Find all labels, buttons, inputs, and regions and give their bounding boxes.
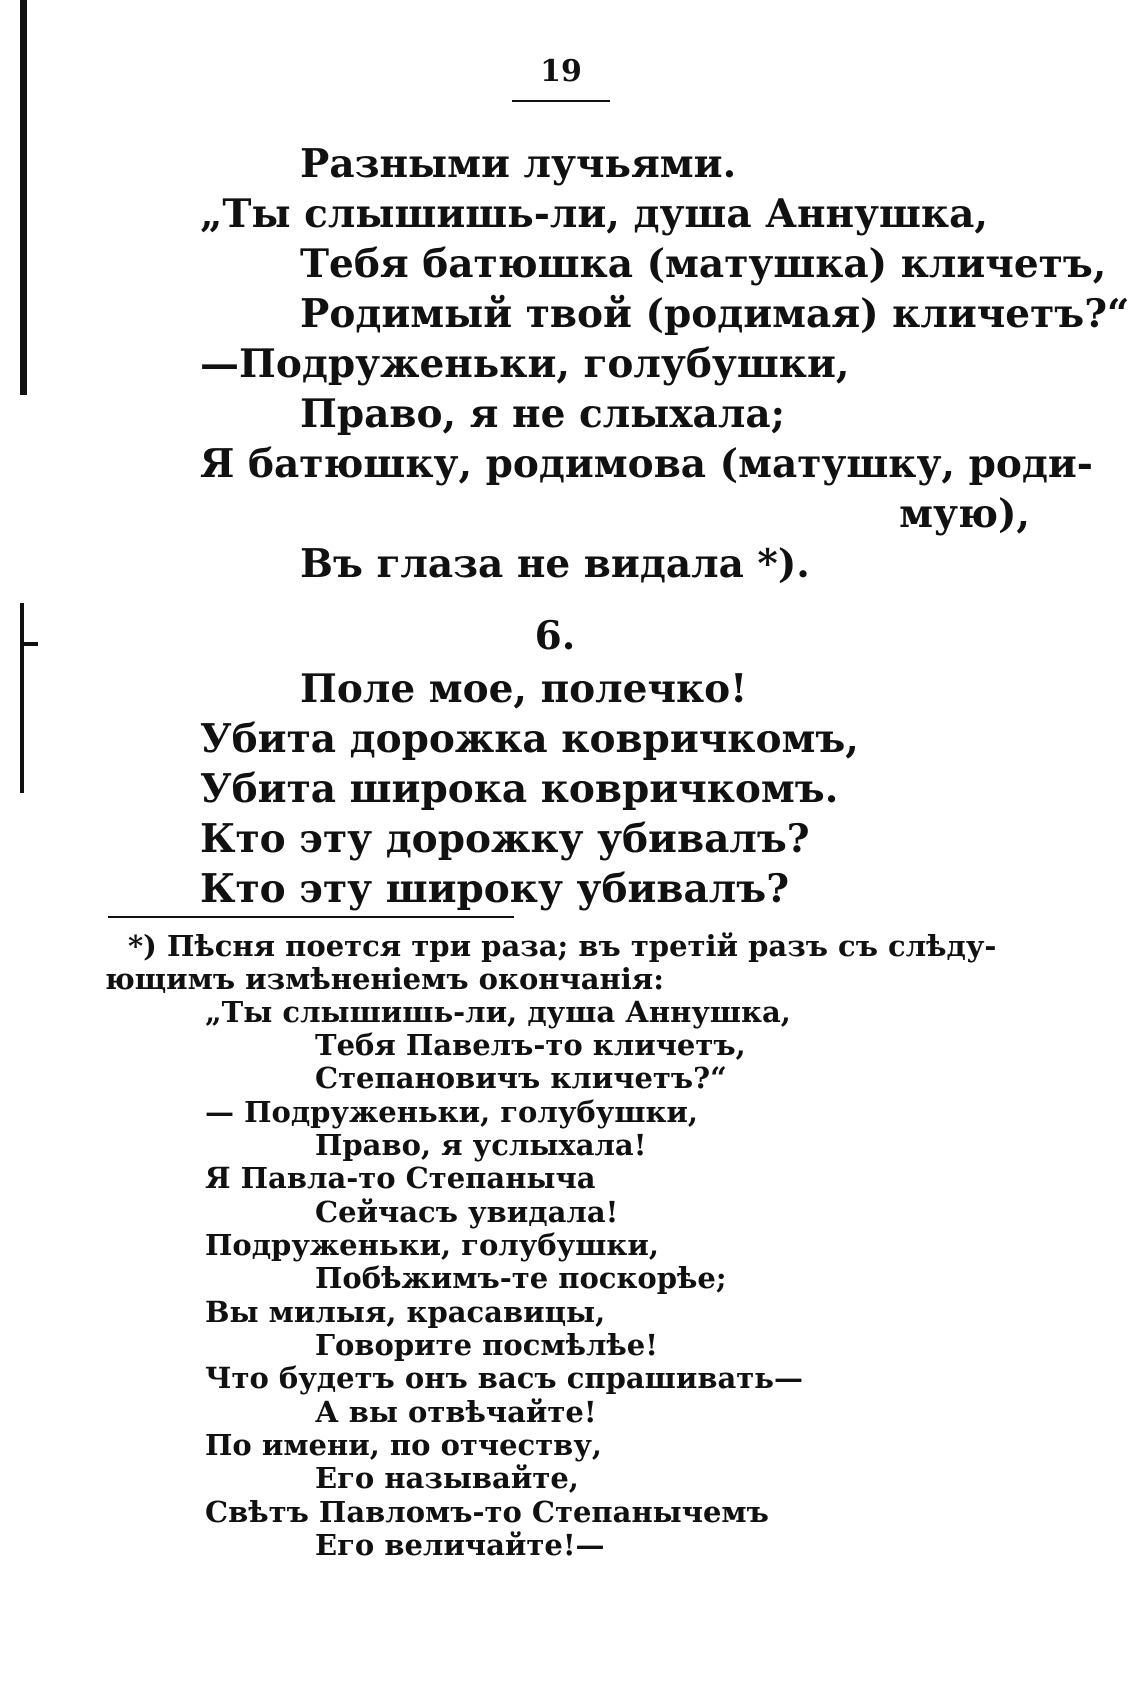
page-number: 19 — [540, 54, 582, 89]
footnote-line: Его называйте, — [315, 1461, 579, 1495]
footnote-line: „Ты слышишь-ли, душа Аннушка, — [205, 995, 791, 1029]
footnote-line: Свѣтъ Павломъ-то Степанычемъ — [205, 1495, 769, 1529]
verse-line: Убита дорожка ковричкомъ, — [200, 716, 859, 762]
footnote-line: Сейчасъ увидала! — [315, 1195, 619, 1229]
scan-edge-mark — [24, 642, 38, 646]
verse-line: „Ты слышишь-ли, душа Аннушка, — [200, 191, 988, 237]
footnote-line: По имени, по отчеству, — [205, 1428, 602, 1462]
scan-edge-mark — [20, 0, 27, 395]
scan-edge-mark — [20, 603, 24, 793]
footnote-line: Тебя Павелъ-то кличетъ, — [315, 1028, 746, 1062]
verse-line: Кто эту дорожку убивалъ? — [200, 816, 810, 862]
footnote-line: Я Павла-то Степаныча — [205, 1161, 596, 1195]
footnote-line: Право, я услыхала! — [315, 1128, 647, 1162]
footnote-line: Степановичъ кличетъ?“ — [315, 1061, 727, 1095]
footnote-line: — Подруженьки, голубушки, — [205, 1095, 699, 1129]
footnote-line: Что будетъ онъ васъ спрашивать— — [205, 1361, 803, 1395]
footnote-rule — [108, 916, 514, 918]
footnote-intro-cont: ющимъ измѣненіемъ окончанія: — [105, 962, 664, 996]
verse-line: Убита широка ковричкомъ. — [200, 766, 839, 812]
verse-line: Право, я не слыхала; — [300, 391, 785, 437]
page-number-rule — [512, 100, 610, 102]
footnote-line: Подруженьки, голубушки, — [205, 1228, 659, 1262]
footnote-line: А вы отвѣчайте! — [315, 1395, 597, 1429]
footnote-intro: *) Пѣсня поется три раза; въ третій разъ съ слѣду- — [128, 929, 997, 963]
section-number: 6. — [534, 613, 576, 659]
verse-line: Кто эту широку убивалъ? — [200, 866, 790, 912]
verse-line: —Подруженьки, голубушки, — [200, 341, 850, 387]
verse-line: Разными лучьями. — [300, 141, 737, 187]
footnote-line: Его величайте!— — [315, 1528, 605, 1562]
footnote-line: Побѣжимъ-те поскорѣе; — [315, 1261, 727, 1295]
footnote-line: Говорите посмѣлѣе! — [315, 1328, 658, 1362]
verse-line: мую), — [899, 491, 1030, 537]
verse-line: Въ глаза не видала *). — [300, 541, 810, 587]
verse-line: Поле мое, полечко! — [300, 666, 748, 712]
footnote-line: Вы милыя, красавицы, — [205, 1295, 606, 1329]
verse-line: Я батюшку, родимова (матушку, роди- — [200, 441, 1093, 487]
verse-line: Тебя батюшка (матушка) кличетъ, — [300, 241, 1107, 287]
verse-line: Родимый твой (родимая) кличетъ?“ — [300, 291, 1130, 337]
